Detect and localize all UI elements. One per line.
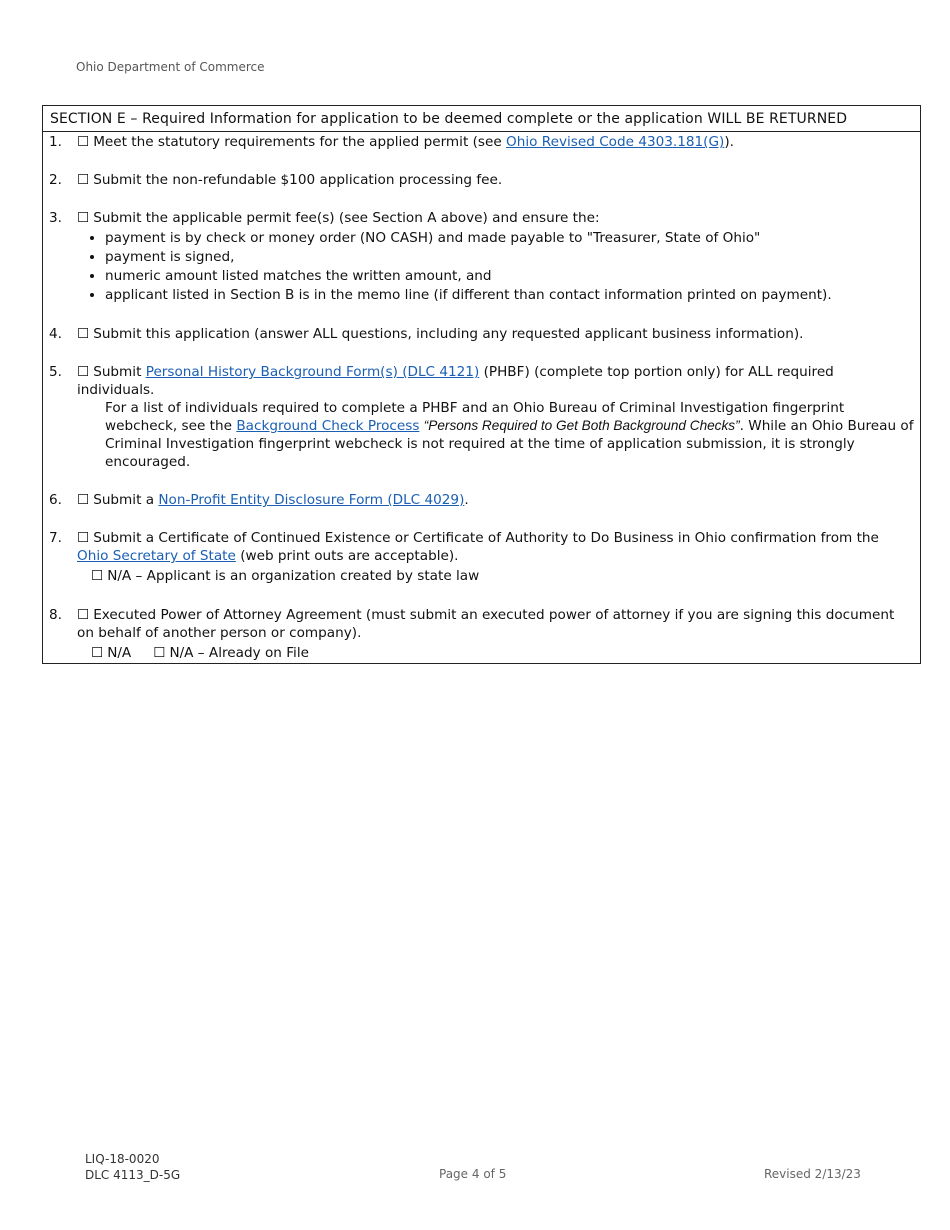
option-label: N/A – Already on File bbox=[169, 645, 309, 661]
item-text: Submit bbox=[93, 364, 146, 380]
item-text: Submit the non-refundable $100 application processing fee. bbox=[93, 172, 503, 188]
requirement-item-1 bbox=[49, 133, 914, 151]
requirement-item-4 bbox=[49, 325, 914, 343]
section-e-box bbox=[42, 105, 921, 664]
checkbox-item-1[interactable]: ☐ bbox=[77, 134, 90, 150]
item-text-end: (PHBF) (complete top portion only) for ALL required individuals. bbox=[77, 364, 834, 398]
bullet-item: • payment is by check or money order (NO CASH) and made payable to "Treasurer, State of Ohio" bbox=[105, 229, 914, 248]
section-title: SECTION E – Required Information for application to be deemed complete or the application WILL BE RETURNED bbox=[43, 106, 920, 132]
requirement-item-6 bbox=[49, 491, 914, 509]
item-7-options bbox=[77, 566, 914, 586]
form-id: LIQ-18-0020 bbox=[85, 1152, 160, 1166]
note-text: For a list of individuals required to complete a PHBF and an Ohio Bureau of Criminal Investigation fingerprint webcheck, see the bbox=[105, 400, 845, 434]
payment-bullet-list bbox=[49, 229, 914, 305]
item-number: 7. bbox=[49, 530, 62, 546]
nonprofit-disclosure-link[interactable]: Non-Profit Entity Disclosure Form (DLC 4029) bbox=[158, 492, 465, 508]
item-number: 8. bbox=[49, 607, 62, 623]
footer-form-ids bbox=[85, 1151, 180, 1183]
requirements-list bbox=[43, 132, 920, 663]
checkbox-na-state-law[interactable]: ☐ bbox=[91, 568, 104, 584]
item-text-end: (web print outs are acceptable). bbox=[235, 548, 459, 564]
orc-4303-link[interactable]: Ohio Revised Code 4303.181(G) bbox=[506, 134, 725, 150]
note-text-end: . While an Ohio Bureau of Criminal Investigation fingerprint webcheck is not required at the time of application submission, it is strongly encouraged. bbox=[105, 418, 914, 470]
revised-date: Revised 2/13/23 bbox=[764, 1167, 861, 1181]
item-text: Executed Power of Attorney Agreement (must submit an executed power of attorney if you are signing this document on behalf of another person or company). bbox=[77, 607, 895, 641]
option-label: N/A – Applicant is an organization created by state law bbox=[107, 568, 480, 584]
item-text: Submit a bbox=[93, 492, 159, 508]
item-number: 2. bbox=[49, 172, 62, 188]
checkbox-item-6[interactable]: ☐ bbox=[77, 492, 90, 508]
item-text-end: . bbox=[464, 492, 469, 508]
requirement-item-5 bbox=[49, 363, 914, 471]
requirement-item-8 bbox=[49, 606, 914, 663]
na-state-law-option[interactable] bbox=[91, 566, 479, 586]
checkbox-na[interactable]: ☐ bbox=[91, 645, 104, 661]
form-code: DLC 4113_D-5G bbox=[85, 1168, 181, 1182]
requirement-item-3 bbox=[49, 209, 914, 227]
note-italic-ref: “Persons Required to Get Both Background Checks” bbox=[423, 418, 740, 433]
item-text: Meet the statutory requirements for the applied permit (see bbox=[93, 134, 507, 150]
requirement-item-2 bbox=[49, 171, 914, 189]
item-number: 6. bbox=[49, 492, 62, 508]
checkbox-item-7[interactable]: ☐ bbox=[77, 530, 90, 546]
checkbox-item-5[interactable]: ☐ bbox=[77, 364, 90, 380]
item-text: Submit a Certificate of Continued Existence or Certificate of Authority to Do Business in Ohio confirmation from the bbox=[93, 530, 879, 546]
item-text: Submit this application (answer ALL questions, including any requested applicant business information). bbox=[93, 326, 804, 342]
item-number: 3. bbox=[49, 210, 62, 226]
option-label: N/A bbox=[107, 645, 132, 661]
requirement-item-7 bbox=[49, 529, 914, 586]
item-number: 1. bbox=[49, 134, 62, 150]
item-text: Submit the applicable permit fee(s) (see Section A above) and ensure the: bbox=[93, 210, 600, 226]
item-8-options bbox=[77, 643, 914, 663]
department-header: Ohio Department of Commerce bbox=[76, 60, 265, 74]
checkbox-na-on-file[interactable]: ☐ bbox=[153, 645, 166, 661]
background-check-note bbox=[77, 399, 914, 471]
bullet-item: • applicant listed in Section B is in the memo line (if different than contact information printed on payment). bbox=[105, 286, 914, 305]
bullet-item: • payment is signed, bbox=[105, 248, 914, 267]
background-check-link[interactable]: Background Check Process bbox=[236, 418, 420, 434]
na-already-on-file-option[interactable] bbox=[153, 643, 309, 663]
secretary-of-state-link[interactable]: Ohio Secretary of State bbox=[77, 548, 236, 564]
checkbox-item-3[interactable]: ☐ bbox=[77, 210, 90, 226]
na-option[interactable] bbox=[91, 643, 131, 663]
item-text-end: ). bbox=[724, 134, 734, 150]
checkbox-item-8[interactable]: ☐ bbox=[77, 607, 90, 623]
phbf-form-link[interactable]: Personal History Background Form(s) (DLC 4121) bbox=[145, 364, 480, 380]
item-number: 4. bbox=[49, 326, 62, 342]
item-number: 5. bbox=[49, 364, 62, 380]
page-number: Page 4 of 5 bbox=[439, 1167, 507, 1181]
checkbox-item-2[interactable]: ☐ bbox=[77, 172, 90, 188]
bullet-item: • numeric amount listed matches the written amount, and bbox=[105, 267, 914, 286]
checkbox-item-4[interactable]: ☐ bbox=[77, 326, 90, 342]
